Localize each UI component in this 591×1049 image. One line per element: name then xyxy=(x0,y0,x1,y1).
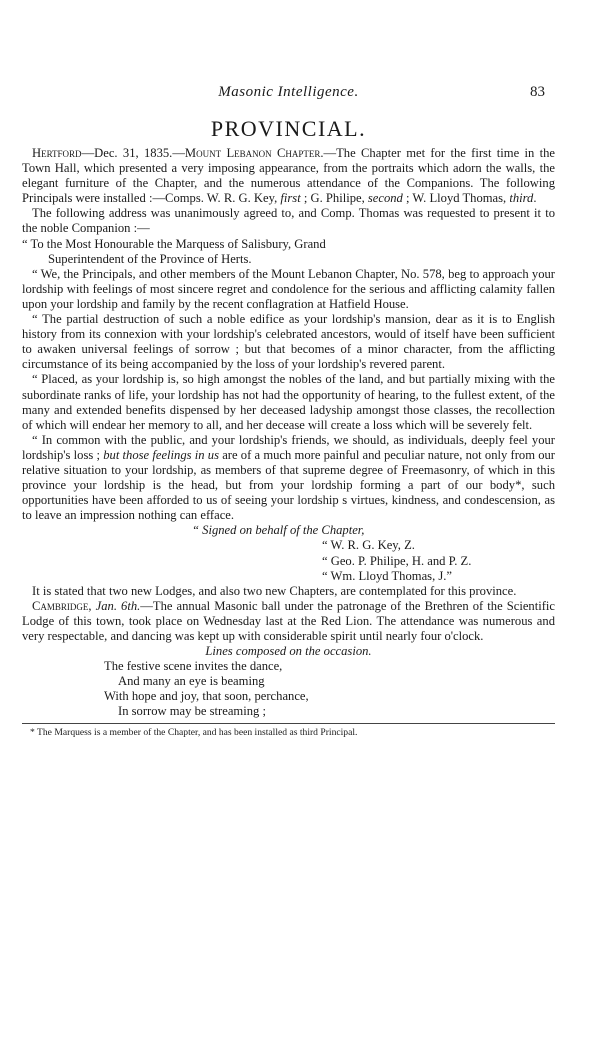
hertford-third: third xyxy=(509,191,534,206)
poem-line: The festive scene invites the dance, xyxy=(104,659,283,674)
signature-3: “ Wm. Lloyd Thomas, J.” xyxy=(322,568,453,583)
poem-line: And many an eye is beaming xyxy=(118,674,265,689)
footnote-divider xyxy=(22,723,555,724)
hertford-second: second xyxy=(367,191,403,206)
section-title: PROVINCIAL. xyxy=(210,116,367,141)
footnote: * The Marquess is a member of the Chapter, and has been installed as third Principal. xyxy=(30,726,358,738)
page-number: 83 xyxy=(530,84,545,100)
hertford-text-4: . xyxy=(533,191,537,206)
hertford-text-2: ; G. Philipe, xyxy=(300,191,368,206)
running-header xyxy=(22,84,555,110)
paragraph-we: “ We, the Principals, and other members of the Mount Lebanon Chapter, No. 578, beg to approach your lordship with feelings of most sincere regret and condolence for the serious and afflicting calamity fallen upon your lordship and family by the recent conflagration at Hatfield House. xyxy=(22,266,555,311)
place-cambridge: Cambridge xyxy=(32,598,89,613)
address-intro: The following address was unanimously agreed to, and Comp. Thomas was requested to present it to the noble Companion :— xyxy=(22,206,555,236)
common-italic: but those feelings in us xyxy=(103,447,219,462)
addressee-line-2: Superintendent of the Province of Herts. xyxy=(48,251,252,266)
poem-title: Lines composed on the occasion. xyxy=(205,644,372,659)
paragraph-placed: “ Placed, as your lordship is, so high amongst the nobles of the land, and but partially mixing with the subordinate ranks of life, your lordship has not had the opportunity of hearing, to the fullest extent, of the many and extended benefits dispensed by her deceased ladyship amongst those classes, the recollection of which will endear her memory to all, and her decease will create a loss which will be severely felt. xyxy=(22,372,555,432)
poem xyxy=(22,659,555,719)
paragraph-partial: “ The partial destruction of such a noble edifice as your lordship's mansion, dear as it is to English history from its connexion with your lordship's celebrated ancestors, would of itself have been sufficient to awaken universal feelings of sorrow ; but that becomes of a minor character, from the afflicting circumstance of its being accompanied by the loss of your lordship's revered parent. xyxy=(22,312,555,372)
paragraph-common xyxy=(22,433,555,524)
cambridge-text: —The annual Masonic ball under the patronage of the Brethren of the Scientific Lodge of this town, took place on Wednesday last at the Red Lion. The attendance was numerous and very respectable, and dancing was kept up with considerable spirit until nearly four o'clock. xyxy=(22,598,555,643)
body-text xyxy=(22,146,555,720)
signed-line: “ Signed on behalf of the Chapter, xyxy=(192,523,365,538)
hertford-paragraph xyxy=(22,146,555,206)
common-text-1: “ In common with the public, and your lordship's friends, we should, as individuals, deeply feel your lordship's loss ; xyxy=(22,432,555,462)
poem-line: In sorrow may be streaming ; xyxy=(118,704,266,719)
hertford-text-3: ; W. Lloyd Thomas, xyxy=(402,191,510,206)
cambridge-date: Jan. 6th. xyxy=(95,598,141,613)
addressee xyxy=(22,237,555,267)
signature-1: “ W. R. G. Key, Z. xyxy=(322,538,415,553)
running-title: Masonic Intelligence. xyxy=(218,84,359,100)
poem-line: With hope and joy, that soon, perchance, xyxy=(104,689,309,704)
hertford-first: first xyxy=(280,191,301,206)
paragraph-lodges: It is stated that two new Lodges, and also two new Chapters, are contemplated for this province. xyxy=(32,583,517,598)
addressee-line-1: “ To the Most Honourable the Marquess of Salisbury, Grand xyxy=(22,236,326,251)
common-text-2: are of a much more painful and peculiar nature, not only from our relative situation to your lordship, as members of that supreme degree of Freemasonry, of which in this province your lordship is the head, but from your lordship forming a part of our body*, such opportunities have been afforded to us of seeing your lordship s virtues, kindness, and condescension, as to leave an impression nothing can efface. xyxy=(22,447,556,523)
chapter-name: Mount Lebanon Chapter xyxy=(184,146,321,160)
place-hertford: Hertford xyxy=(32,146,82,160)
hertford-date: —Dec. 31, 1835.— xyxy=(81,146,185,160)
signature-2: “ Geo. P. Philipe, H. and P. Z. xyxy=(322,553,472,568)
cambridge-paragraph: Cambridge, Jan. 6th.—The annual Masonic ball under the patronage of the Brethren of the Scientific Lodge of this town, took place on Wednesday last at the Red Lion. The attendance was numerous and very respectable, and dancing was kept up with considerable spirit until nearly four o'clock. xyxy=(22,598,555,643)
hertford-text-1: .—The Chapter met for the first time in the Town Hall, which presented a very imposing appearance, from the portraits which adorn the walls, the elegant furniture of the Chapter, and the numerous attendance of the Companions. The following Principals were installed :—Comps. W. R. G. Key, xyxy=(22,146,555,206)
